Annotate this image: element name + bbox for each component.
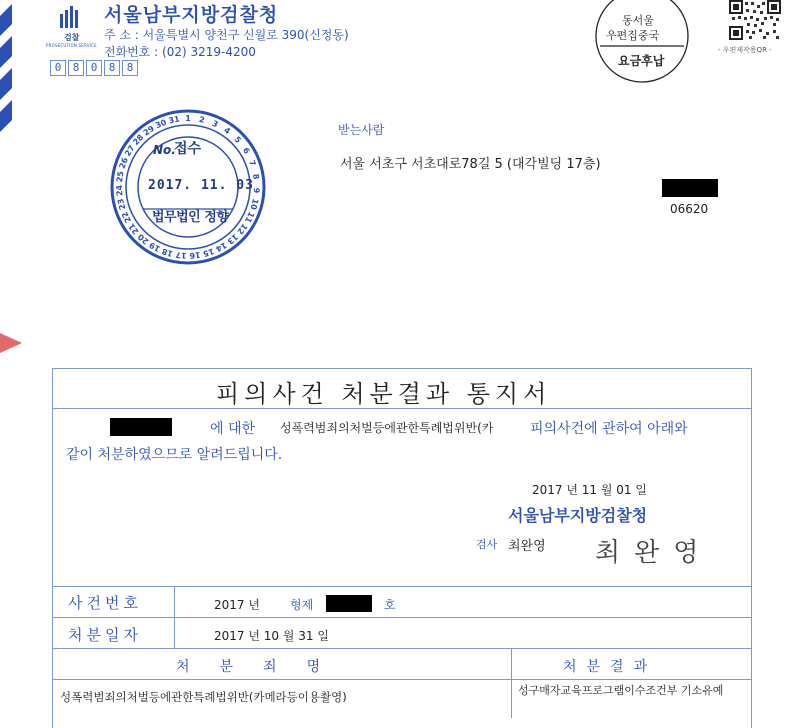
- postal-digit: 8: [122, 60, 138, 76]
- notice-intro-suffix: 피의사건에 관하여 아래와: [530, 421, 688, 437]
- stamp-ring-number: 15: [201, 246, 216, 259]
- divider: [52, 679, 752, 680]
- case-year: 2017 년: [214, 598, 260, 612]
- stamp-received-label: 접수: [174, 141, 202, 157]
- stamp-ring-number: 27: [123, 143, 137, 158]
- divider: [511, 648, 512, 718]
- notice-title: 피의사건 처분결과 통지서: [216, 380, 552, 408]
- notice-charge: 성폭력범죄의처벌등에관한특례법위반(카: [280, 421, 494, 435]
- issuing-office: 서울남부지방검찰청: [508, 506, 648, 525]
- notice-intro-line2: 같이 처분하였으므로 알려드립니다.: [66, 447, 283, 463]
- sender-address: 주 소 : 서울특별시 양천구 신월로 390(신정동): [104, 28, 349, 42]
- recipient-address: 서울 서초구 서초대로78길 5 (대각빌딩 17층): [340, 157, 601, 172]
- stamp-ring-number: 18: [160, 246, 175, 259]
- prosecutor-title: 검사: [476, 538, 498, 551]
- stamp-date: 2017. 11. 03: [148, 178, 254, 193]
- case-type: 형제: [290, 598, 314, 612]
- postmark-line2: 우편집중국: [606, 29, 660, 42]
- postmark-line1: 동서울: [622, 14, 654, 27]
- logo-subtext: PROSECUTION SERVICE: [46, 43, 97, 48]
- qr-code-icon: [729, 0, 781, 40]
- postal-digit: 0: [86, 60, 102, 76]
- disposition-date: 2017 년 10 월 31 일: [214, 629, 329, 643]
- stamp-ring-number: 6: [240, 146, 252, 156]
- prosecution-logo-icon: [60, 6, 82, 28]
- stamp-ring-number: 23: [115, 197, 128, 211]
- stamp-ring-number: 12: [235, 221, 250, 237]
- stamp-ring-number: 29: [141, 123, 157, 138]
- postal-digit: 8: [104, 60, 120, 76]
- charge-cell: 성폭력범죄의처벌등에관한특례법위반(카메라등이용촬영): [60, 690, 347, 704]
- notice-intro-prefix: 에 대한: [210, 421, 256, 437]
- stamp-ring-number: 30: [154, 117, 168, 131]
- stamp-ring-number: 20: [136, 231, 151, 247]
- stamp-firm: 법무법인 정향: [152, 210, 229, 225]
- recipient-postal-code: 06620: [670, 202, 709, 216]
- result-cell: 성구매자교육프로그램이수조건부 기소유예: [518, 684, 724, 697]
- prosecutor-name: 최완영: [508, 539, 546, 554]
- stamp-ring-number: 13: [225, 231, 240, 247]
- stamp-ring-number: 1: [185, 114, 191, 123]
- prosecutor-signature: 최완영: [595, 538, 713, 568]
- stamp-ring-number: 2: [198, 114, 206, 125]
- sender-office-name: 서울남부지방검찰청: [104, 4, 279, 26]
- stamp-ring-number: 8: [250, 173, 261, 181]
- stamp-ring-number: 24: [114, 184, 125, 197]
- postmark-line3: 요금후납: [618, 54, 665, 68]
- postal-digit: 0: [50, 60, 66, 76]
- stamp-ring-number: 28: [131, 132, 146, 147]
- stamp-ring-number: 14: [214, 240, 229, 254]
- stamp-no-label: No.: [153, 143, 176, 157]
- stamp-ring-number: 5: [232, 134, 243, 145]
- stamp-ring-number: 31: [167, 114, 181, 126]
- stamp-ring-number: 22: [120, 210, 134, 225]
- stamp-ring-number: 26: [117, 156, 130, 170]
- case-number-label: 사건번호: [68, 594, 142, 612]
- stamp-ring-number: 7: [247, 158, 258, 168]
- stamp-ring-number: 3: [210, 118, 220, 130]
- stamp-ring-number: 21: [126, 221, 141, 237]
- divider: [174, 586, 175, 648]
- qr-label: - 우편제작용QR -: [718, 46, 772, 54]
- divider: [52, 648, 752, 649]
- divider: [52, 586, 752, 587]
- column-header-charge: 처분죄명: [176, 659, 351, 675]
- redacted-case-number: [326, 595, 372, 612]
- stamp-ring-number: 4: [222, 125, 232, 137]
- issue-date: 2017 년 11 월 01 일: [532, 483, 647, 497]
- stamp-ring-number: 19: [147, 240, 162, 254]
- redacted-suspect-name: [110, 418, 172, 436]
- stamp-ring-number: 10: [248, 197, 261, 211]
- stamp-ring-number: 16: [188, 250, 201, 261]
- postal-digit: 8: [68, 60, 84, 76]
- column-header-result: 처분결과: [563, 659, 658, 675]
- disposition-date-label: 처분일자: [68, 626, 142, 644]
- stamp-ring-number: 11: [242, 210, 256, 225]
- case-suffix: 호: [384, 598, 396, 612]
- stamp-ring-number: 25: [115, 170, 126, 183]
- sender-phone: 전화번호 : (02) 3219-4200: [104, 45, 256, 59]
- envelope-corner-mark: [0, 333, 22, 353]
- sender-postal-code: [50, 60, 138, 76]
- redacted-recipient-name: [662, 179, 718, 197]
- recipient-label: 받는사람: [338, 123, 385, 137]
- stamp-ring-number: 17: [175, 250, 188, 261]
- stamp-ring-number: 9: [251, 187, 262, 194]
- logo-text: 검찰: [64, 33, 80, 42]
- divider: [52, 617, 752, 618]
